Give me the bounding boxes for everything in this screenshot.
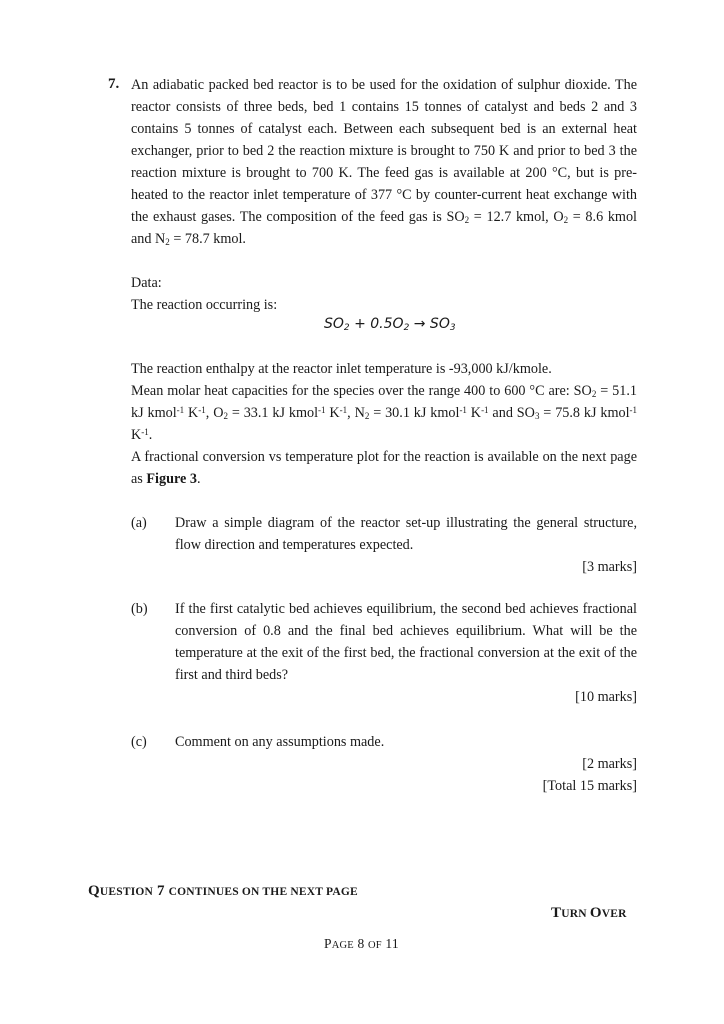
enthalpy-text: The reaction enthalpy at the reactor inlet temperature is -93,000 kJ/kmole. — [131, 361, 552, 377]
eq-sub: 3 — [449, 323, 456, 333]
pg-small: AGE — [331, 940, 354, 951]
hc-o2: , O — [205, 405, 224, 421]
part-a-text: Draw a simple diagram of the reactor set-up illustrating the general structure, flow direction and temperatures expected. — [175, 515, 637, 553]
continues-note — [88, 883, 358, 900]
part-b-text: If the first catalytic bed achieves equilibrium, the second bed achieves fractional conversion of 0.8 and the final bed achieves equilibrium. What will be the temperature at the exit of the first bed, the fractional conversion at the exit of the first and third beds? — [175, 601, 637, 683]
sup-minus1: -1 — [459, 405, 467, 415]
eq-sub: 2 — [343, 323, 350, 333]
turn-over — [551, 905, 627, 922]
figure-ref: Figure 3 — [146, 471, 197, 487]
hc-so3-eq: = — [539, 405, 552, 421]
heat-cap-lead: Mean molar heat capacities for the species over the range 400 to 600 °C are: — [131, 383, 570, 399]
sub-3: 3 — [534, 411, 540, 421]
hc-K: K — [466, 405, 482, 421]
figure-note-end: . — [196, 471, 201, 487]
part-b-label: (b) — [131, 601, 148, 617]
reaction-label: The reaction occurring is: — [131, 297, 278, 313]
hc-end: . — [148, 427, 153, 443]
heat-capacity-text — [131, 380, 637, 446]
question-number: 7. — [108, 76, 120, 92]
eq-plus-o2: + 0.5O — [349, 316, 404, 332]
hc-n2: , N — [347, 405, 365, 421]
pg-small: OF — [368, 940, 382, 951]
part-c-marks: [2 marks] — [582, 756, 637, 772]
sc-num: 7 — [153, 883, 169, 899]
sup-minus1: -1 — [339, 405, 348, 415]
pg-total: 11 — [381, 936, 399, 951]
sub-2: 2 — [223, 411, 228, 421]
question-intro — [131, 74, 637, 250]
sc-cap: Q — [88, 883, 100, 899]
hc-and-so3: and SO — [488, 405, 535, 421]
sc-small: URN — [561, 908, 590, 920]
eq-arrow-so3: → SO — [409, 316, 450, 332]
sc-cap: T — [551, 905, 562, 921]
intro-o2-value: = 8.6 kmol and N — [131, 209, 637, 247]
sc-cap: O — [589, 905, 602, 921]
sub-2: 2 — [165, 237, 170, 247]
sup-minus1: -1 — [141, 427, 149, 437]
intro-so2-value: = 12.7 kmol, O — [469, 209, 564, 225]
sup-minus1: -1 — [629, 405, 638, 415]
pg-cap: P — [324, 936, 332, 951]
sc-small: UESTION — [99, 886, 154, 898]
sub-2: 2 — [591, 389, 597, 399]
sub-2: 2 — [563, 215, 569, 225]
sub-2: 2 — [364, 411, 370, 421]
hc-so2: SO — [573, 383, 592, 399]
total-marks: [Total 15 marks] — [542, 778, 637, 794]
hc-so3-value: 75.8 kJ kmol — [555, 405, 630, 421]
eq-so2: SO — [324, 316, 344, 332]
page-number — [324, 936, 399, 952]
intro-n2-value: = 78.7 kmol. — [169, 231, 246, 247]
figure-note-text: A fractional conversion vs temperature plot for the reaction is available on the next page as — [131, 449, 637, 487]
hc-so2-value: = 51.1 kJ kmol — [131, 383, 637, 421]
sub-2: 2 — [464, 215, 470, 225]
hc-o2-value: = 33.1 kJ kmol — [227, 405, 319, 421]
intro-text: An adiabatic packed bed reactor is to be used for the oxidation of sulphur dioxide. The reactor consists of three beds, bed 1 contains 15 tonnes of catalyst and beds 2 and 3 contains 5 tonnes of catalyst each. Between each subsequent bed is an external heat exchanger, prior to bed 2 the reaction mixture is brought to 750 K and prior to bed 3 the reaction mixture is brought to 700 K. The feed gas is available at 200 °C, but is pre-heated to the reactor inlet temperature of 377 °C by counter-current heat exchange with the exhaust gases. The composition of the feed gas is SO — [131, 77, 637, 225]
part-a-label: (a) — [131, 515, 147, 531]
figure-note — [131, 446, 637, 490]
part-b-marks: [10 marks] — [575, 689, 637, 705]
reaction-equation — [324, 316, 456, 332]
sup-minus1: -1 — [176, 405, 185, 415]
hc-K: K — [184, 405, 199, 421]
sc-small: VER — [601, 908, 627, 920]
data-label: Data: — [131, 275, 162, 291]
hc-K: K — [325, 405, 340, 421]
hc-K: K — [131, 427, 142, 443]
sup-minus1: -1 — [318, 405, 326, 415]
sup-minus1: -1 — [481, 405, 489, 415]
eq-sub: 2 — [403, 323, 410, 333]
part-a-marks: [3 marks] — [582, 559, 637, 575]
sc-small: CONTINUES ON THE NEXT PAGE — [168, 886, 358, 898]
sup-minus1: -1 — [198, 405, 206, 415]
hc-n2-value: = 30.1 kJ kmol — [369, 405, 460, 421]
part-c-text: Comment on any assumptions made. — [175, 734, 385, 750]
pg-num: 8 — [353, 936, 369, 951]
part-c-label: (c) — [131, 734, 147, 750]
